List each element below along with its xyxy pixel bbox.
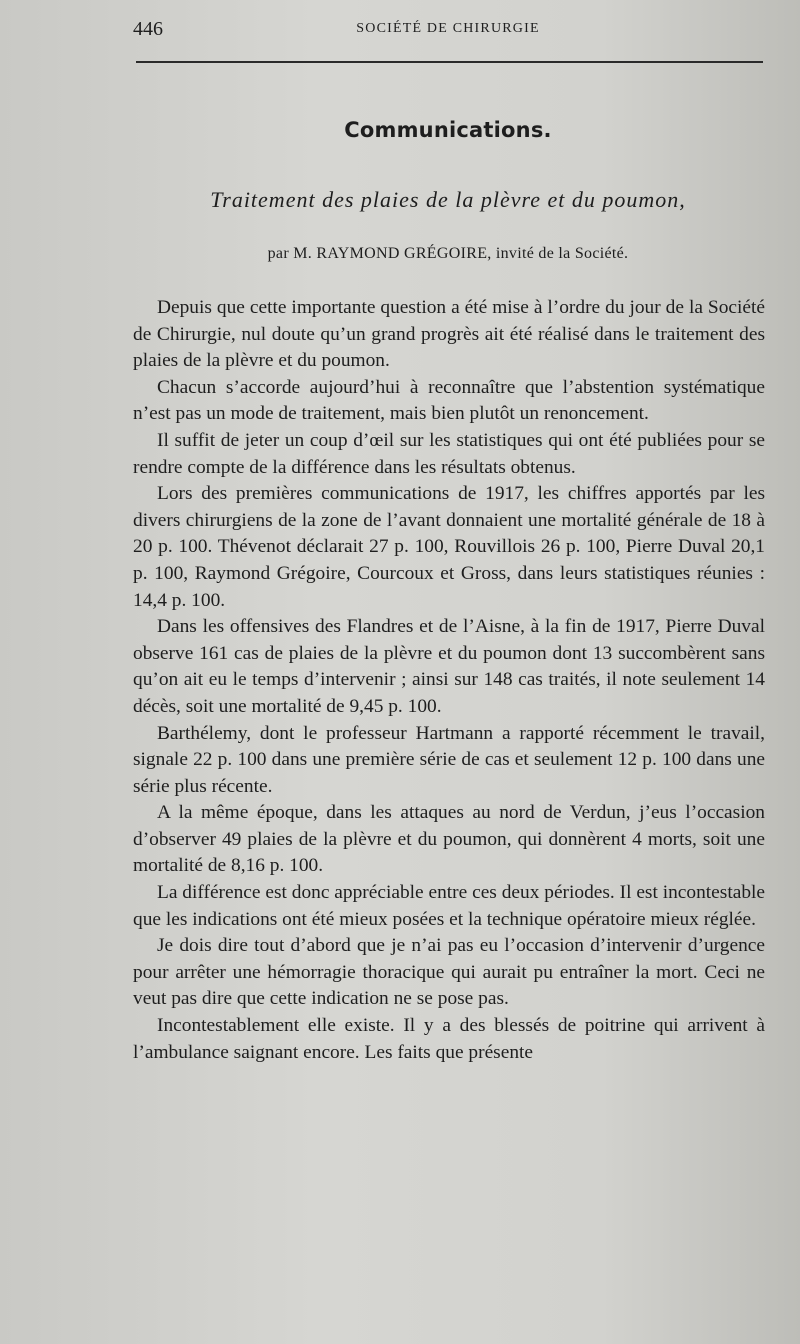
byline: par M. RAYMOND GRÉGOIRE, invité de la Société. [267,245,629,262]
section-title: Communications. [344,118,552,142]
paragraph: Il suffit de jeter un coup d’œil sur les statistiques qui ont été publiées pour se rendre compte de la différence dans les résultats obtenus. [133,429,765,478]
paragraph: Chacun s’accorde aujourd’hui à reconnaître que l’abstention systématique n’est pas un mode de traitement, mais bien plutôt un renoncement. [133,376,765,425]
paragraph: Je dois dire tout d’abord que je n’ai pas eu l’occasion d’intervenir d’urgence pour arrêter une hémorragie thoracique qui aurait pu entraîner la mort. Ceci ne veut pas dire que cette indication ne se pose pas. [133,935,765,1010]
paragraph: Barthélemy, dont le professeur Hartmann a rapporté récemment le travail, signale 22 p. 100 dans une première série de cas et seulement 12 p. 100 dans une série plus récente. [133,722,765,797]
page-header [133,18,763,44]
paragraph: Lors des premières communications de 1917, les chiffres apportés par les divers chirurgiens de la zone de l’avant donnaient une mortalité générale de 18 à 20 p. 100. Thévenot déclarait 27 p. 100, Rouvillois 26 p. 100, Pierre Duval 20,1 p. 100, Raymond Grégoire, Courcoux et Gross, dans leurs statistiques réunies : 14,4 p. 100. [133,483,765,611]
header-rule [136,61,763,63]
paragraph: A la même époque, dans les attaques au nord de Verdun, j’eus l’occasion d’observer 49 plaies de la plèvre et du poumon, qui donnèrent 4 morts, soit une mortalité de 8,16 p. 100. [133,802,765,877]
paragraph: Dans les offensives des Flandres et de l’Aisne, à la fin de 1917, Pierre Duval observe 161 cas de plaies de la plèvre et du poumon dont 13 succombèrent sans qu’on ait eu le temps d’intervenir ; ainsi sur 148 cas traités, il note seulement 14 décès, soit une mortalité de 9,45 p. 100. [133,616,765,717]
paragraph: Incontestablement elle existe. Il y a des blessés de poitrine qui arrivent à l’ambulance saignant encore. Les faits que présente [133,1015,765,1063]
body-text [133,295,765,1066]
page-number: 446 [133,18,163,40]
paragraph: La différence est donc appréciable entre ces deux périodes. Il est incontestable que les indications ont été mieux posées et la technique opératoire mieux réglée. [133,882,766,930]
running-head: SOCIÉTÉ DE CHIRURGIE [356,21,540,36]
article-title: Traitement des plaies de la plèvre et du poumon, [210,187,686,212]
paragraph: Depuis que cette importante question a été mise à l’ordre du jour de la Société de Chirurgie, nul doute qu’un grand progrès ait été réalisé dans le traitement des plaies de la plèvre et du poumon. [133,297,765,372]
